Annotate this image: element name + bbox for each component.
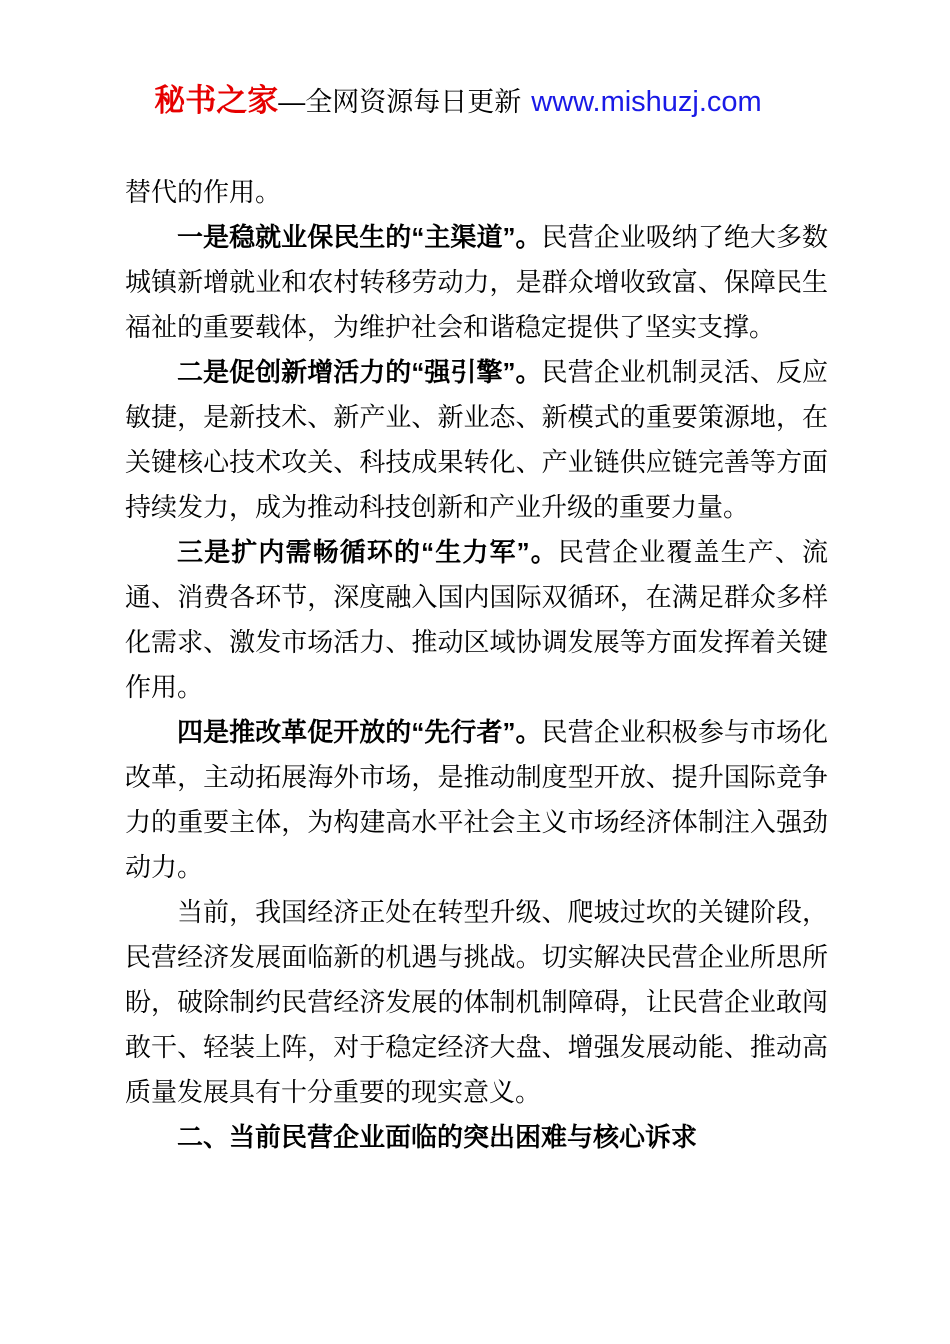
- document-body: [125, 170, 828, 1160]
- point-4: [125, 710, 828, 890]
- current-situation: [125, 890, 828, 1115]
- point-2-text: 民营企业机制灵活、反应敏捷，是新技术、新产业、新业态、新模式的重要策源地，在关键核心技术攻关、科技成果转化、产业链供应链完善等方面持续发力，成为推动科技创新和产业升级的重要力量。: [125, 357, 828, 522]
- point-4-lead: 四是推改革促开放的“先行者”。: [177, 717, 542, 747]
- point-1: [125, 215, 828, 350]
- header-dash: —: [278, 87, 306, 117]
- site-tagline: 全网资源每日更新: [305, 87, 522, 117]
- point-4-text: 民营企业积极参与市场化改革，主动拓展海外市场，是推动制度型开放、提升国际竞争力的重要主体，为构建高水平社会主义市场经济体制注入强劲动力。: [125, 717, 828, 882]
- point-3: [125, 530, 828, 710]
- intro-continuation: [125, 170, 828, 215]
- site-url-link[interactable]: www.mishuzj.com: [531, 86, 762, 118]
- site-name: 秘书之家: [154, 83, 279, 118]
- site-header: [0, 82, 916, 126]
- point-1-text: 民营企业吸纳了绝大多数城镇新增就业和农村转移劳动力，是群众增收致富、保障民生福祉的重要载体，为维护社会和谐稳定提供了坚实支撑。: [125, 222, 828, 342]
- point-3-text: 民营企业覆盖生产、流通、消费各环节，深度融入国内国际双循环，在满足群众多样化需求、激发市场活力、推动区域协调发展等方面发挥着关键作用。: [125, 537, 828, 702]
- section-2-heading-lead: 二、当前民营企业面临的突出困难与核心诉求: [177, 1122, 698, 1152]
- intro-continuation-text: 替代的作用。: [125, 177, 282, 207]
- point-2-lead: 二是促创新增活力的“强引擎”。: [177, 357, 542, 387]
- point-2: [125, 350, 828, 530]
- point-1-lead: 一是稳就业保民生的“主渠道”。: [177, 222, 542, 252]
- point-3-lead: 三是扩内需畅循环的“生力军”。: [177, 537, 558, 567]
- section-2-heading: [125, 1115, 828, 1160]
- current-situation-text: 当前，我国经济正处在转型升级、爬坡过坎的关键阶段，民营经济发展面临新的机遇与挑战。切实解决民营企业所思所盼，破除制约民营经济发展的体制机制障碍，让民营企业敢闯敢干、轻装上阵，对于稳定经济大盘、增强发展动能、推动高质量发展具有十分重要的现实意义。: [125, 897, 828, 1107]
